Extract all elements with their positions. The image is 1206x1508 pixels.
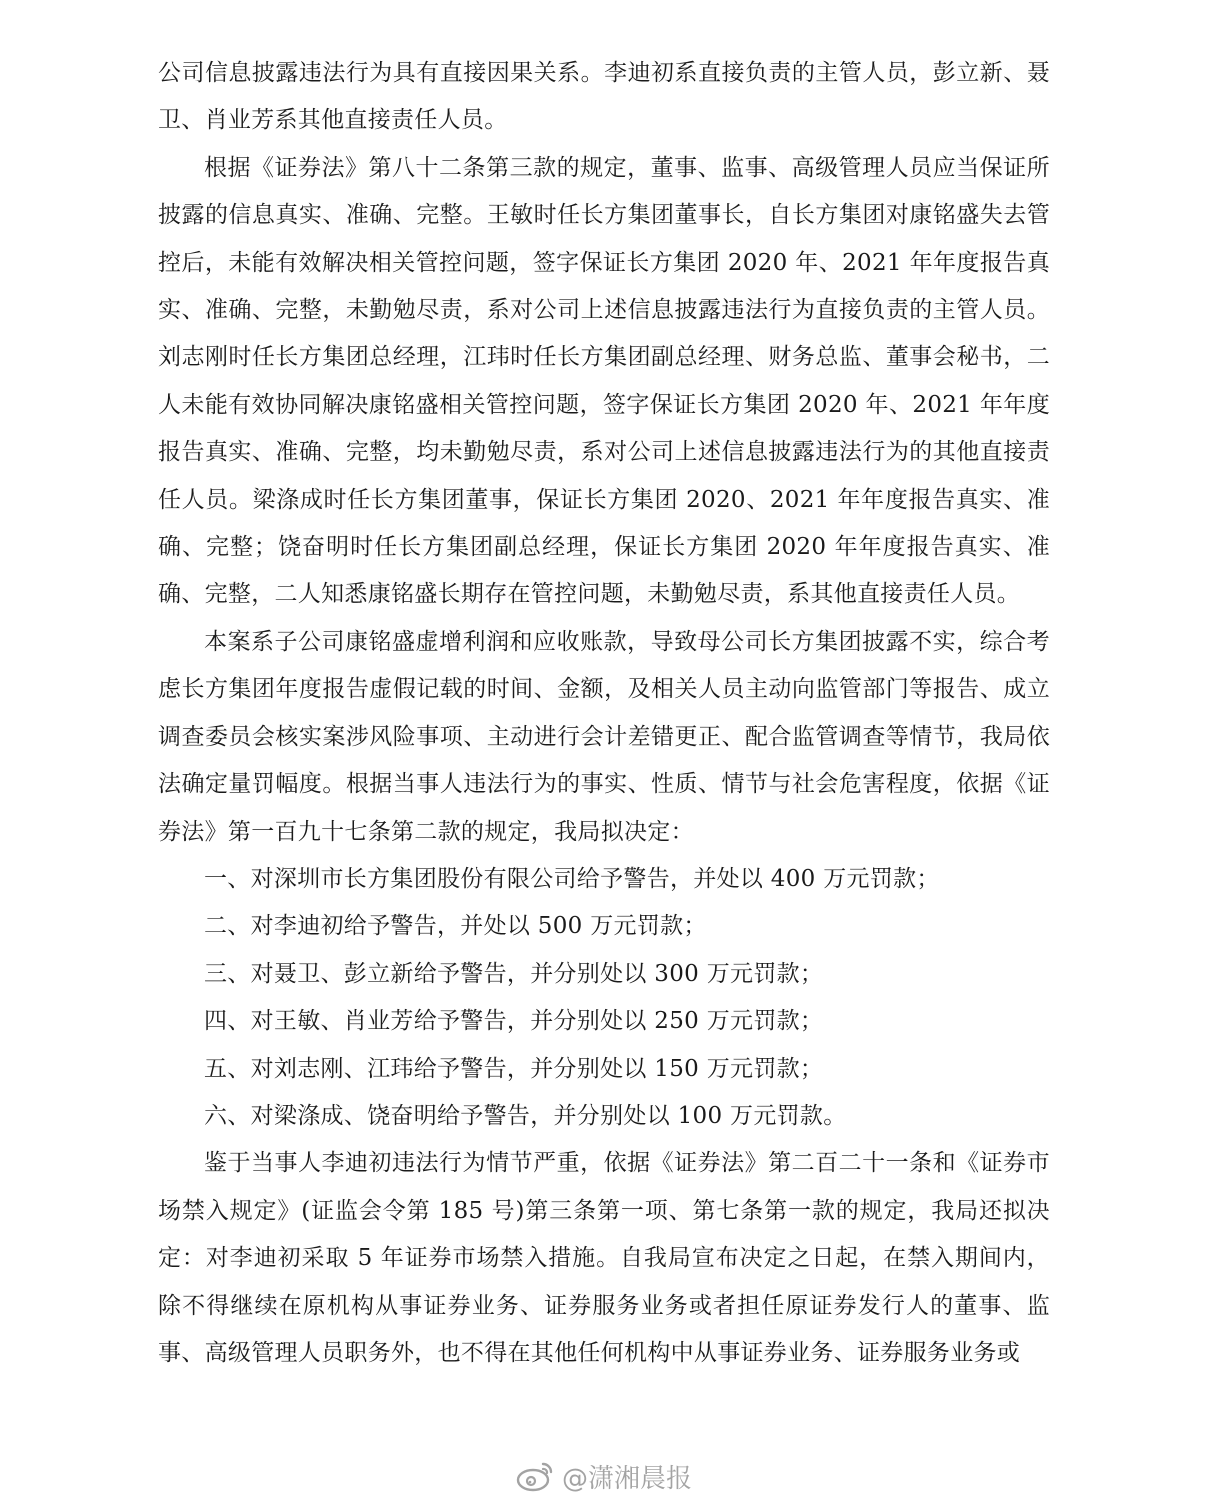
penalty-item-4: 四、对王敏、肖业芳给予警告，并分别处以 250 万元罚款； — [204, 1008, 824, 1035]
penalty-item-6: 六、对梁涤成、饶奋明给予警告，并分别处以 100 万元罚款。 — [204, 1102, 847, 1129]
penalty-item-2: 二、对李迪初给予警告，并处以 500 万元罚款； — [204, 913, 707, 940]
penalty-item-3: 三、对聂卫、彭立新给予警告，并分别处以 300 万元罚款； — [204, 960, 824, 987]
penalty-item-1: 一、对深圳市长方集团股份有限公司给予警告，并处以 400 万元罚款； — [204, 865, 940, 892]
document-page — [158, 50, 1050, 1377]
paragraph-2: 根据《证券法》第八十二条第三款的规定，董事、监事、高级管理人员应当保证所披露的信息真实、准确、完整。王敏时任长方集团董事长，自长方集团对康铭盛失去管控后，未能有效解决相关管控问题，签字保证长方集团 2020 年、2021 年年度报告真实、准确、完整，未勤勉尽责，系对公司上述信息披露违法行为直接负责的主管人员。刘志刚时任长方集团总经理，江玮时任长方集团副总经理、财务总监、董事会秘书，二人未能有效协同解决康铭盛相关管控问题，签字保证长方集团 2020 年、2021 年年度报告真实、准确、完整，均未勤勉尽责，系对公司上述信息披露违法行为的其他直接责任人员。梁涤成时任长方集团董事，保证长方集团 2020、2021 年年度报告真实、准确、完整；饶奋明时任长方集团副总经理，保证长方集团 2020 年年度报告真实、准确、完整，二人知悉康铭盛长期存在管控问题，未勤勉尽责，系其他直接责任人员。 — [158, 154, 1050, 608]
paragraph-1: 公司信息披露违法行为具有直接因果关系。李迪初系直接负责的主管人员，彭立新、聂卫、肖业芳系其他直接责任人员。 — [158, 60, 1050, 134]
watermark — [516, 1456, 692, 1496]
penalty-item-5: 五、对刘志刚、江玮给予警告，并分别处以 150 万元罚款； — [204, 1055, 824, 1082]
watermark-text: @潇湘晨报 — [562, 1463, 693, 1494]
paragraph-3: 本案系子公司康铭盛虚增利润和应收账款，导致母公司长方集团披露不实，综合考虑长方集团年度报告虚假记载的时间、金额，及相关人员主动向监管部门等报告、成立调查委员会核实案涉风险事项、主动进行会计差错更正、配合监管调查等情节，我局依法确定量罚幅度。根据当事人违法行为的事实、性质、情节与社会危害程度，依据《证券法》第一百九十七条第二款的规定，我局拟决定： — [158, 628, 1050, 845]
weibo-icon — [516, 1459, 556, 1493]
paragraph-market-ban: 鉴于当事人李迪初违法行为情节严重，依据《证券法》第二百二十一条和《证券市场禁入规定》(证监会令第 185 号)第三条第一项、第七条第一款的规定，我局还拟决定：对李迪初采取 5 年证券市场禁入措施。自我局宣布决定之日起，在禁入期间内，除不得继续在原机构从事证券业务、证券服务业务或者担任原证券发行人的董事、监事、高级管理人员职务外，也不得在其他任何机构中从事证券业务、证券服务业务或 — [158, 1150, 1050, 1366]
